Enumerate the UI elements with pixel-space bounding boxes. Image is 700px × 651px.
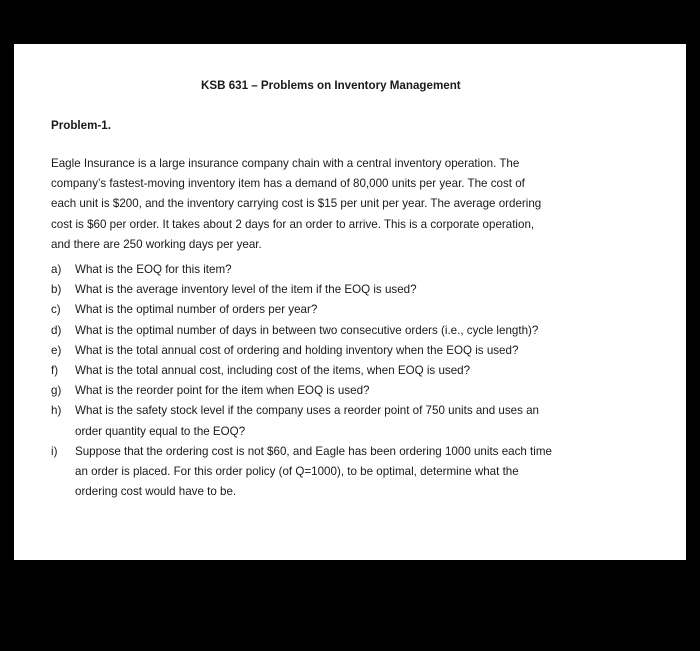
document-title: KSB 631 – Problems on Inventory Management bbox=[201, 79, 461, 92]
question-text: What is the total annual cost of ordering and holding inventory when the EOQ is used? bbox=[75, 343, 519, 357]
question-item bbox=[51, 300, 631, 320]
question-text: What is the reorder point for the item when EOQ is used? bbox=[75, 384, 370, 398]
paragraph-line: cost is $60 per order. It takes about 2 days for an order to arrive. This is a corporate operation, bbox=[51, 217, 535, 231]
question-label: a) bbox=[51, 263, 62, 276]
question-label: e) bbox=[51, 343, 62, 357]
question-list bbox=[51, 260, 631, 502]
question-label: d) bbox=[51, 323, 62, 337]
question-text: What is the EOQ for this item? bbox=[75, 263, 232, 276]
question-item bbox=[51, 442, 631, 503]
question-item bbox=[51, 321, 631, 341]
problem-paragraph bbox=[51, 154, 626, 255]
question-text: What is the safety stock level if the company uses a reorder point of 750 units and uses an bbox=[75, 404, 540, 418]
question-label: g) bbox=[51, 384, 62, 398]
question-text: order quantity equal to the EOQ? bbox=[75, 424, 246, 438]
question-item bbox=[51, 260, 631, 280]
question-item bbox=[51, 381, 631, 401]
question-text: Suppose that the ordering cost is not $60, and Eagle has been ordering 1000 units each time bbox=[75, 444, 552, 458]
question-label: i) bbox=[51, 444, 58, 458]
question-text: an order is placed. For this order policy (of Q=1000), to be optimal, determine what the bbox=[75, 464, 519, 478]
paragraph-line: each unit is $200, and the inventory carrying cost is $15 per unit per year. The average ordering bbox=[51, 197, 542, 211]
question-label: b) bbox=[51, 283, 62, 297]
question-text: What is the optimal number of orders per year? bbox=[75, 303, 318, 317]
question-item bbox=[51, 280, 631, 300]
question-text: What is the total annual cost, including cost of the items, when EOQ is used? bbox=[75, 364, 471, 378]
paragraph-line: Eagle Insurance is a large insurance company chain with a central inventory operation. The bbox=[51, 157, 520, 170]
question-item bbox=[51, 341, 631, 361]
question-label: c) bbox=[51, 303, 61, 317]
paragraph-line: company’s fastest-moving inventory item has a demand of 80,000 units per year. The cost of bbox=[51, 177, 525, 191]
problem-heading: Problem-1. bbox=[51, 119, 111, 132]
question-label: f) bbox=[51, 364, 59, 378]
paragraph-line: and there are 250 working days per year. bbox=[51, 237, 262, 251]
question-item bbox=[51, 361, 631, 381]
question-text: ordering cost would have to be. bbox=[75, 485, 237, 499]
question-label: h) bbox=[51, 404, 62, 418]
question-text: What is the optimal number of days in between two consecutive orders (i.e., cycle length)? bbox=[75, 323, 539, 337]
question-text: What is the average inventory level of the item if the EOQ is used? bbox=[75, 283, 417, 297]
question-item bbox=[51, 401, 631, 441]
